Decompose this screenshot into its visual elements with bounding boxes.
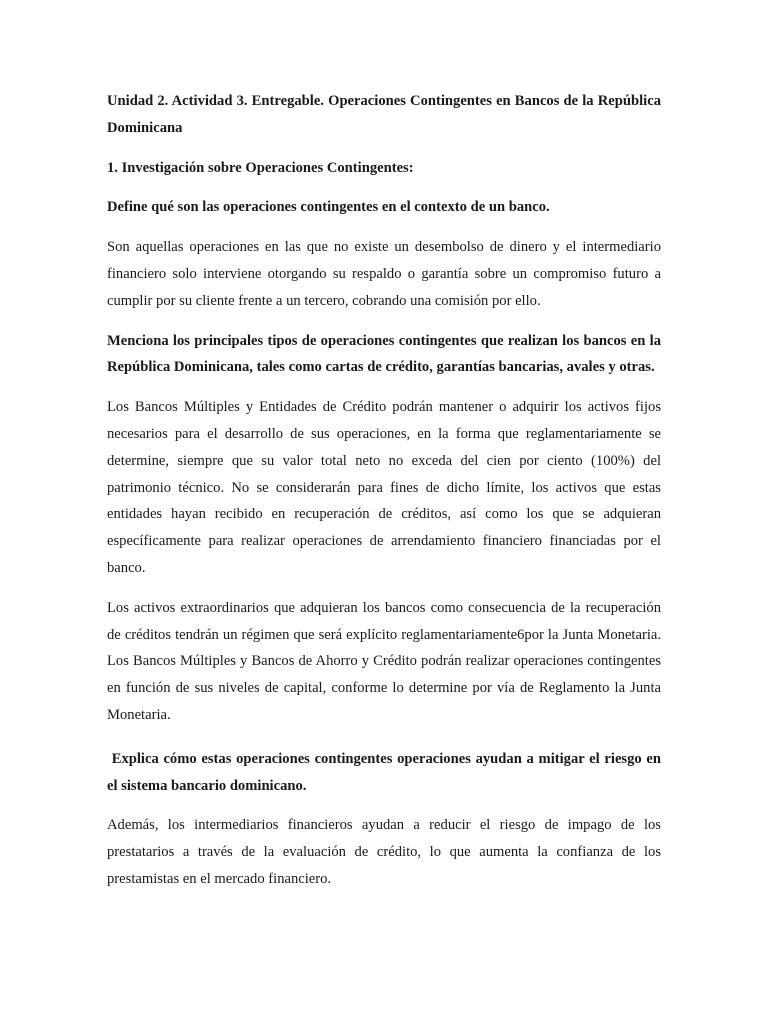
question-definition: Define qué son las operaciones contingentes en el contexto de un banco.	[107, 199, 550, 216]
question-types: Menciona los principales tipos de operaciones contingentes que realizan los bancos en la República Dominicana, tales como cartas de crédito, garantías bancarias, avales y otras.	[107, 332, 661, 376]
answer-types-paragraph-1: Los Bancos Múltiples y Entidades de Crédito podrán mantener o adquirir los activos fijos necesarios para el desarrollo de sus operaciones, en la forma que reglamentariamente se determine, siempre que su valor total neto no exceda del cien por ciento (100%) del patrimonio técnico. No se considerarán para fines de dicho límite, los activos que estas entidades hayan recibido en recuperación de créditos, así como los que se adquieran específicamente para realizar operaciones de arrendamiento financiero financiadas por el banco.	[107, 399, 661, 576]
question-risk-mitigation: Explica cómo estas operaciones contingentes operaciones ayudan a mitigar el riesgo en el sistema bancario dominicano.	[107, 750, 665, 794]
document-title: Unidad 2. Actividad 3. Entregable. Operaciones Contingentes en Bancos de la República Dominicana	[107, 93, 661, 136]
answer-risk-mitigation: Además, los intermediarios financieros ayudan a reducir el riesgo de impago de los prestatarios a través de la evaluación de crédito, lo que aumenta la confianza de los prestamistas en el mercado financiero.	[107, 817, 661, 887]
answer-definition: Son aquellas operaciones en las que no existe un desembolso de dinero y el intermediario financiero solo interviene otorgando su respaldo o garantía sobre un compromiso futuro a cumplir por su cliente frente a un tercero, cobrando una comisión por ello.	[107, 239, 661, 309]
answer-types-paragraph-2: Los activos extraordinarios que adquieran los bancos como consecuencia de la recuperación de créditos tendrán un régimen que será explícito reglamentariamente6por la Junta Monetaria. Los Bancos Múltiples y Bancos de Ahorro y Crédito podrán realizar operaciones contingentes en función de sus niveles de capital, conforme lo determine por vía de Reglamento la Junta Monetaria.	[107, 599, 661, 723]
section-heading: 1. Investigación sobre Operaciones Contingentes:	[107, 159, 414, 176]
document-body	[107, 87, 665, 906]
